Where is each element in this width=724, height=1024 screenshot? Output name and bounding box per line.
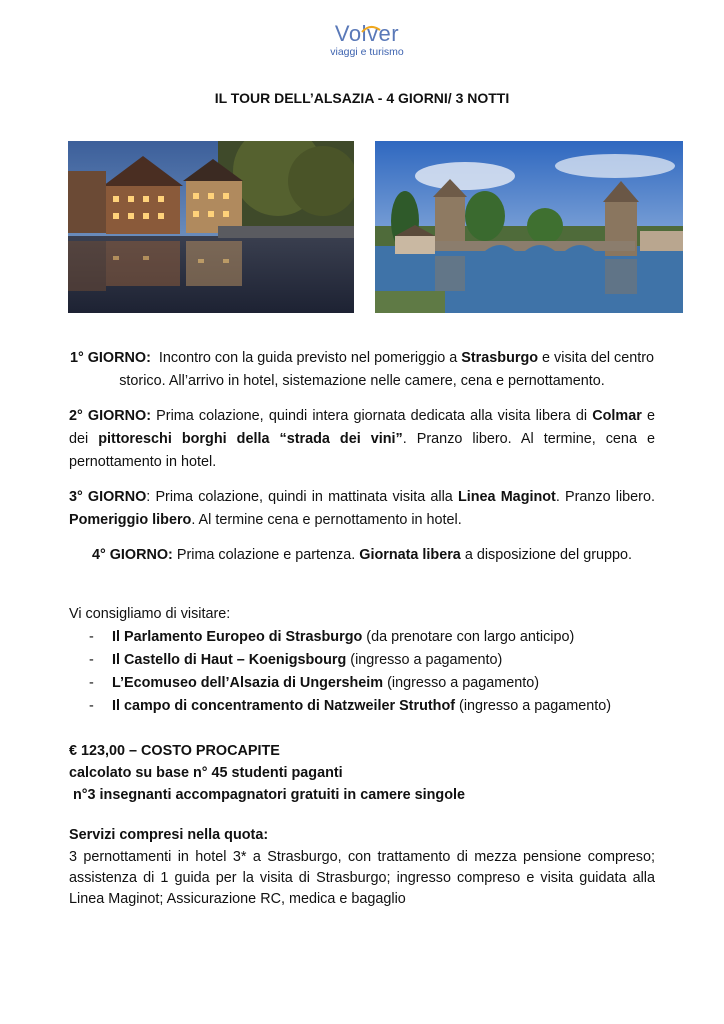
day-4-paragraph: [69, 544, 655, 567]
list-item: - L’Ecomuseo dell’Alsazia di Ungersheim (ingresso a pagamento): [89, 675, 540, 691]
services-text: 3 pernottamenti in hotel 3* a Strasburgo, con trattamento di mezza pensione compreso; assistenza di 1 guida per la visita di Strasburgo; ingresso compreso e visita guidata alla Linea Maginot; Assicurazione RC, medica e bagaglio: [69, 849, 655, 907]
day-label: 1° GIORNO:: [69, 350, 151, 366]
photo-ponts-couverts: [375, 141, 683, 313]
list-item: - Il campo di concentramento di Natzweiler Struthof (ingresso a pagamento): [89, 698, 612, 714]
logo: [322, 22, 412, 66]
logo-word: Volver: [334, 21, 400, 46]
document-body: [69, 347, 659, 910]
recommend-item-name: Il Castello di Haut – Koenigsbourg: [112, 652, 347, 668]
logo-subtitle: viaggi e turismo: [330, 46, 404, 58]
day-text: a disposizione del gruppo.: [460, 547, 633, 563]
recommend-item-note: (ingresso a pagamento): [383, 675, 540, 691]
day-2-paragraph: [69, 405, 659, 474]
day-label: 4° GIORNO:: [91, 547, 173, 563]
price-teachers: n°3 insegnanti accompagnatori gratuiti in camere singole: [69, 787, 465, 803]
price-line: € 123,00 – COSTO PROCAPITE: [69, 743, 280, 759]
day-highlight: Strasburgo: [461, 350, 539, 366]
day-text: : Prima colazione, quindi in mattinata visita alla: [146, 489, 458, 505]
recommend-item-name: Il campo di concentramento di Natzweiler Struthof: [112, 698, 456, 714]
day-text: e visita del centro storico. All’arrivo in hotel, sistemazione nelle camere, cena e pernottamento.: [119, 350, 659, 389]
day-text: Prima colazione, quindi intera giornata dedicata alla visita libera di: [151, 408, 593, 424]
day-1-paragraph: [69, 347, 659, 393]
recommend-title: Vi consigliamo di visitare:: [69, 606, 231, 622]
day-label: 2° GIORNO:: [69, 408, 152, 424]
day-text: e dei: [69, 408, 659, 447]
day-highlight: pittoreschi borghi della “strada dei vini”: [98, 431, 403, 447]
list-item: - Il Parlamento Europeo di Strasburgo (da prenotare con largo anticipo): [89, 629, 575, 645]
day-highlight: Giornata libera: [359, 547, 461, 563]
day-text: . Pranzo libero.: [555, 489, 659, 505]
day-highlight: Pomeriggio libero: [69, 512, 192, 528]
list-item: - Il Castello di Haut – Koenigsbourg (ingresso a pagamento): [89, 652, 503, 668]
price-basis: calcolato su base n° 45 studenti paganti: [69, 765, 343, 781]
day-text: . Pranzo libero. Al termine, cena e pernottamento in hotel.: [69, 431, 659, 470]
recommend-item-note: (ingresso a pagamento): [455, 698, 612, 714]
recommend-item-name: L’Ecomuseo dell’Alsazia di Ungersheim: [112, 675, 384, 691]
services-title: Servizi compresi nella quota:: [69, 827, 269, 843]
photo-petite-france: [68, 141, 354, 313]
day-highlight: Linea Maginot: [457, 489, 556, 505]
recommend-list: [69, 626, 655, 718]
recommend-item-name: Il Parlamento Europeo di Strasburgo: [112, 629, 363, 645]
recommend-item-note: (ingresso a pagamento): [346, 652, 503, 668]
day-highlight: Colmar: [592, 408, 642, 424]
page-title: IL TOUR DELL’ALSAZIA - 4 GIORNI/ 3 NOTTI: [214, 90, 510, 106]
day-label: 3° GIORNO: [69, 489, 147, 505]
recommend-item-note: (da prenotare con largo anticipo): [362, 629, 575, 645]
services-block: [69, 824, 655, 910]
price-block: [69, 740, 655, 806]
day-3-paragraph: [69, 486, 659, 532]
logo-swoosh-icon: [322, 22, 412, 36]
day-text: . Al termine cena e pernottamento in hotel.: [191, 512, 462, 528]
day-text: Prima colazione e partenza.: [172, 547, 360, 563]
day-text: Incontro con la guida previsto nel pomeriggio a: [150, 350, 462, 366]
